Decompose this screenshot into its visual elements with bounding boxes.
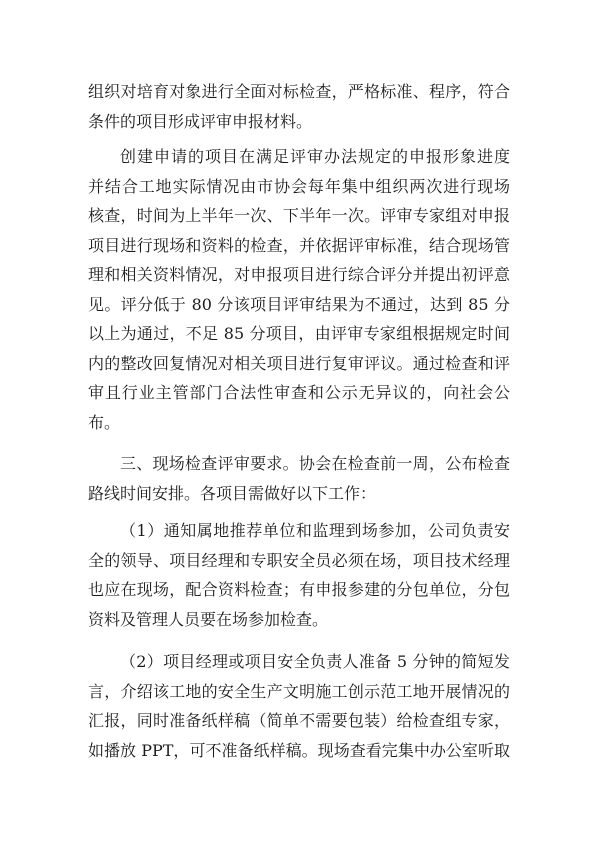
- paragraph-review-process: [88, 142, 510, 437]
- text-line: 条件的项目形成评审申报材料。: [88, 111, 313, 131]
- text-line: 理和相关资料情况，对申报项目进行综合评分并提出初评意: [88, 265, 510, 284]
- text-line: 项目进行现场和资料的检查，并依据评审标准，结合现场管: [88, 235, 510, 255]
- text-line: 全的领导、项目经理和专职安全员必须在场，项目技术经理: [88, 550, 510, 570]
- text-line: 创建申请的项目在满足评审办法规定的申报形象进度: [120, 147, 510, 166]
- text-line: 言，介绍该工地的安全生产文明施工创示范工地开展情况的: [88, 681, 510, 701]
- paragraph-item-2: [88, 647, 510, 765]
- text-line: （2）项目经理或项目安全负责人准备 5 分钟的简短发: [120, 652, 510, 671]
- text-line: 核查，时间为上半年一次、下半年一次。评审专家组对申报: [88, 206, 510, 225]
- text-line: 也应在现场，配合资料检查；有申报参建的分包单位，分包: [88, 580, 510, 599]
- text-line: 内的整改回复情况对相关项目进行复审评议。通过检查和评: [88, 353, 510, 373]
- text-line: 布。: [88, 412, 121, 432]
- text-line: （1）通知属地推荐单位和监理到场参加，公司负责安: [120, 521, 510, 540]
- text-line: 汇报，同时准备纸样稿（简单不需要包装）给检查组专家，: [88, 711, 510, 730]
- text-line: 资料及管理人员要在场参加检查。: [88, 609, 329, 629]
- paragraph-item-1: [88, 516, 510, 634]
- text-line: 审且行业主管部门合法性审查和公示无异议的，向社会公: [88, 383, 510, 402]
- text-line: 组织对培育对象进行全面对标检查，严格标准、程序，符合: [88, 82, 510, 101]
- text-line: 以上为通过，不足 85 分项目，由评审专家组根据规定时间: [88, 324, 510, 343]
- paragraph-continuation: [88, 77, 510, 136]
- text-line: 三、现场检查评审要求。协会在检查前一周，公布检查: [120, 454, 510, 473]
- text-line: 并结合工地实际情况由市协会每年集中组织两次进行现场: [88, 176, 510, 196]
- text-line: 见。评分低于 80 分该项目评审结果为不通过，达到 85 分: [88, 294, 510, 314]
- text-line: 路线时间安排。各项目需做好以下工作：: [88, 483, 377, 503]
- text-line: 如播放 PPT，可不准备纸样稿。现场查看完集中办公室听取: [88, 740, 510, 760]
- paragraph-section-three: [88, 449, 510, 508]
